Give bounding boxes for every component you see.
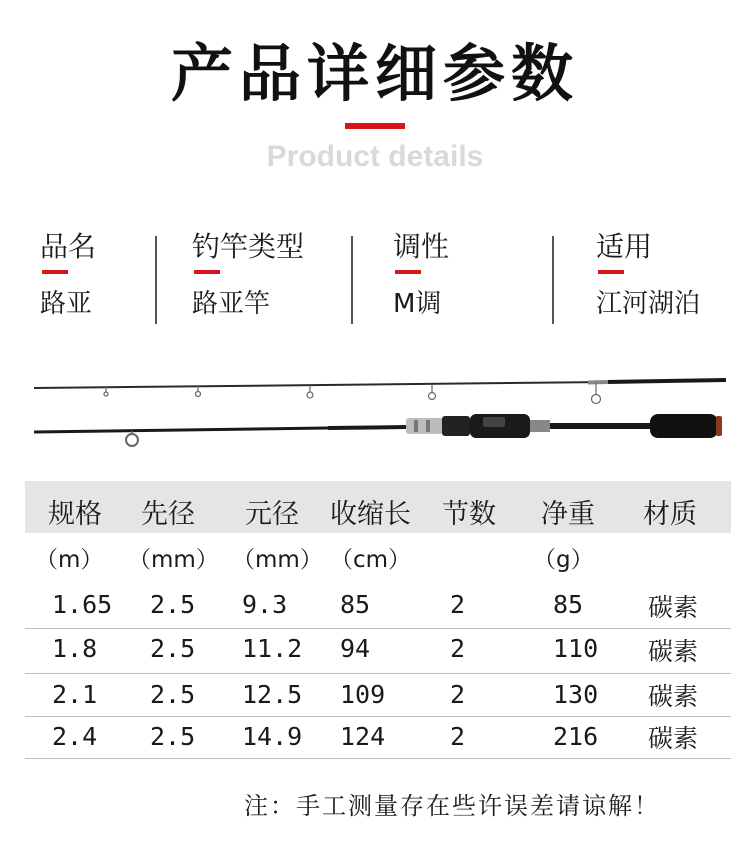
table-header-cell: 节数	[442, 499, 496, 530]
table-cell: 109	[340, 680, 386, 709]
table-cell: 2	[450, 634, 466, 663]
table-cell: 碳素	[648, 724, 699, 753]
table-cell: 1.8	[52, 634, 98, 663]
table-row-divider	[25, 673, 731, 674]
table-cell: 2.4	[52, 722, 98, 751]
table-cell: 110	[553, 634, 599, 663]
table-row-divider	[25, 628, 731, 629]
table-cell: 碳素	[648, 593, 699, 622]
table-cell: 85	[340, 590, 371, 619]
attribute-value: 路亚竿	[192, 289, 271, 319]
table-unit-cell: （cm）	[330, 547, 412, 573]
table-header-cell: 收缩长	[330, 499, 411, 530]
table-cell: 2	[450, 680, 466, 709]
table-unit-cell: （mm）	[128, 547, 219, 573]
attribute-label: 钓竿类型	[192, 230, 305, 263]
attribute-divider	[552, 236, 554, 324]
fishing-rod-illustration	[28, 368, 728, 458]
attribute-label: 品名	[40, 230, 97, 263]
attribute-rod-type	[192, 228, 305, 319]
table-cell: 2.5	[150, 680, 196, 709]
attribute-value: 路亚	[40, 289, 93, 319]
attribute-marker	[395, 270, 421, 274]
attribute-value: M调	[393, 289, 442, 319]
attribute-marker	[598, 270, 624, 274]
table-unit-cell: （m）	[35, 547, 104, 573]
table-cell: 11.2	[242, 634, 303, 663]
title-underline	[345, 123, 405, 129]
attribute-label: 调性	[393, 230, 450, 263]
attribute-marker	[42, 270, 68, 274]
table-cell: 12.5	[242, 680, 303, 709]
table-cell: 2.5	[150, 590, 196, 619]
table-cell: 9.3	[242, 590, 288, 619]
table-header-cell: 材质	[643, 499, 697, 530]
table-cell: 130	[553, 680, 599, 709]
table-header-cell: 规格	[48, 499, 102, 530]
table-row-divider	[25, 758, 731, 759]
table-cell: 216	[553, 722, 599, 751]
table-cell: 碳素	[648, 682, 699, 711]
attribute-name	[40, 228, 97, 319]
table-unit-cell: （g）	[533, 547, 594, 573]
attribute-action	[393, 228, 450, 319]
attribute-divider	[155, 236, 157, 324]
table-cell: 2.1	[52, 680, 98, 709]
table-header-cell: 净重	[541, 499, 595, 530]
measurement-note: 注：手工测量存在些许误差请谅解！	[244, 792, 660, 820]
table-row-divider	[25, 716, 731, 717]
table-header-cell: 先径	[141, 499, 195, 530]
attribute-divider	[351, 236, 353, 324]
page-subtitle: Product details	[266, 140, 484, 173]
table-cell: 94	[340, 634, 371, 663]
table-cell: 14.9	[242, 722, 303, 751]
table-cell: 2	[450, 590, 466, 619]
table-cell: 2.5	[150, 634, 196, 663]
table-cell: 85	[553, 590, 584, 619]
table-header-cell: 元径	[245, 499, 299, 530]
attribute-marker	[194, 270, 220, 274]
attribute-label: 适用	[596, 230, 653, 263]
table-unit-cell: （mm）	[232, 547, 323, 573]
table-cell: 2	[450, 722, 466, 751]
table-cell: 1.65	[52, 590, 113, 619]
attribute-value: 江河湖泊	[596, 289, 701, 319]
table-cell: 2.5	[150, 722, 196, 751]
page-title: 产品详细参数	[170, 37, 579, 110]
table-cell: 124	[340, 722, 386, 751]
attribute-usage	[596, 228, 701, 319]
table-cell: 碳素	[648, 637, 699, 666]
